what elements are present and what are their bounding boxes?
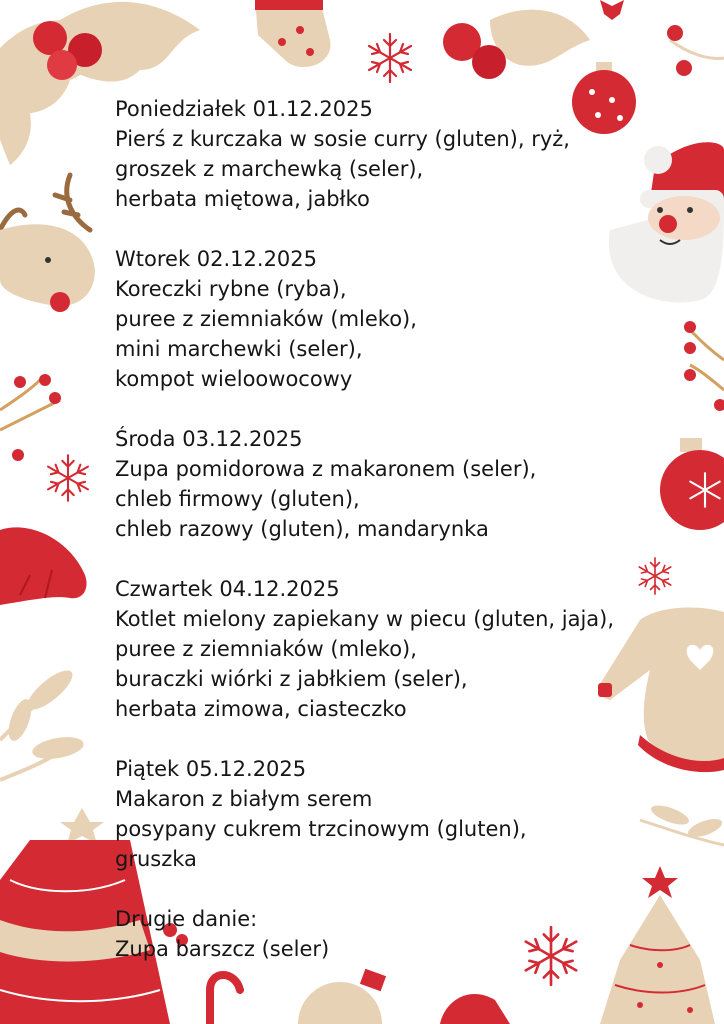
sock-icon bbox=[255, 0, 330, 67]
reindeer-icon bbox=[0, 175, 95, 312]
menu-line: Makaron z białym serem bbox=[115, 787, 373, 811]
menu-line: chleb razowy (gluten), mandarynka bbox=[115, 517, 489, 541]
berry-branch-icon bbox=[667, 25, 724, 76]
mitten-icon bbox=[440, 994, 510, 1024]
menu-line: posypany cukrem trzcinowym (gluten), bbox=[115, 817, 527, 841]
menu-line: buraczki wiórki z jabłkiem (seler), bbox=[115, 667, 468, 691]
leaf-branch-icon bbox=[0, 664, 85, 780]
menu-line: kompot wieloowocowy bbox=[115, 367, 353, 391]
menu-day-thursday bbox=[115, 574, 675, 724]
day-heading: Poniedziałek 01.12.2025 bbox=[115, 97, 373, 121]
snowflake-icon bbox=[369, 34, 411, 82]
menu-day-monday bbox=[115, 94, 675, 214]
menu-line: Pierś z kurczaka w sosie curry (gluten), ryż, bbox=[115, 127, 570, 151]
menu-line: herbata zimowa, ciasteczko bbox=[115, 697, 407, 721]
menu-extra bbox=[115, 904, 675, 964]
day-heading: Czwartek 04.12.2025 bbox=[115, 577, 340, 601]
menu-day-friday bbox=[115, 754, 675, 874]
menu-line: puree z ziemniaków (mleko), bbox=[115, 307, 417, 331]
menu-line: puree z ziemniaków (mleko), bbox=[115, 637, 417, 661]
menu-line: Kotlet mielony zapiekany w piecu (gluten, jaja), bbox=[115, 607, 615, 631]
menu-line: chleb firmowy (gluten), bbox=[115, 487, 360, 511]
weekly-menu bbox=[115, 94, 675, 994]
menu-day-wednesday bbox=[115, 424, 675, 544]
menu-line: Zupa barszcz (seler) bbox=[115, 937, 330, 961]
snowflake-icon bbox=[48, 455, 88, 501]
menu-line: mini marchewki (seler), bbox=[115, 337, 363, 361]
menu-line: groszek z marchewką (seler), bbox=[115, 157, 424, 181]
day-heading: Środa 03.12.2025 bbox=[115, 427, 303, 451]
berry-branch-icon bbox=[684, 321, 724, 411]
berry-branch-icon bbox=[0, 374, 61, 461]
hat-icon bbox=[0, 527, 87, 605]
menu-line: herbata miętowa, jabłko bbox=[115, 187, 370, 211]
menu-line: Zupa pomidorowa z makaronem (seler), bbox=[115, 457, 537, 481]
extra-heading: Drugie danie: bbox=[115, 907, 258, 931]
day-heading: Piątek 05.12.2025 bbox=[115, 757, 307, 781]
day-heading: Wtorek 02.12.2025 bbox=[115, 247, 318, 271]
menu-line: Koreczki rybne (ryba), bbox=[115, 277, 347, 301]
menu-line: gruszka bbox=[115, 847, 197, 871]
menu-day-tuesday bbox=[115, 244, 675, 394]
